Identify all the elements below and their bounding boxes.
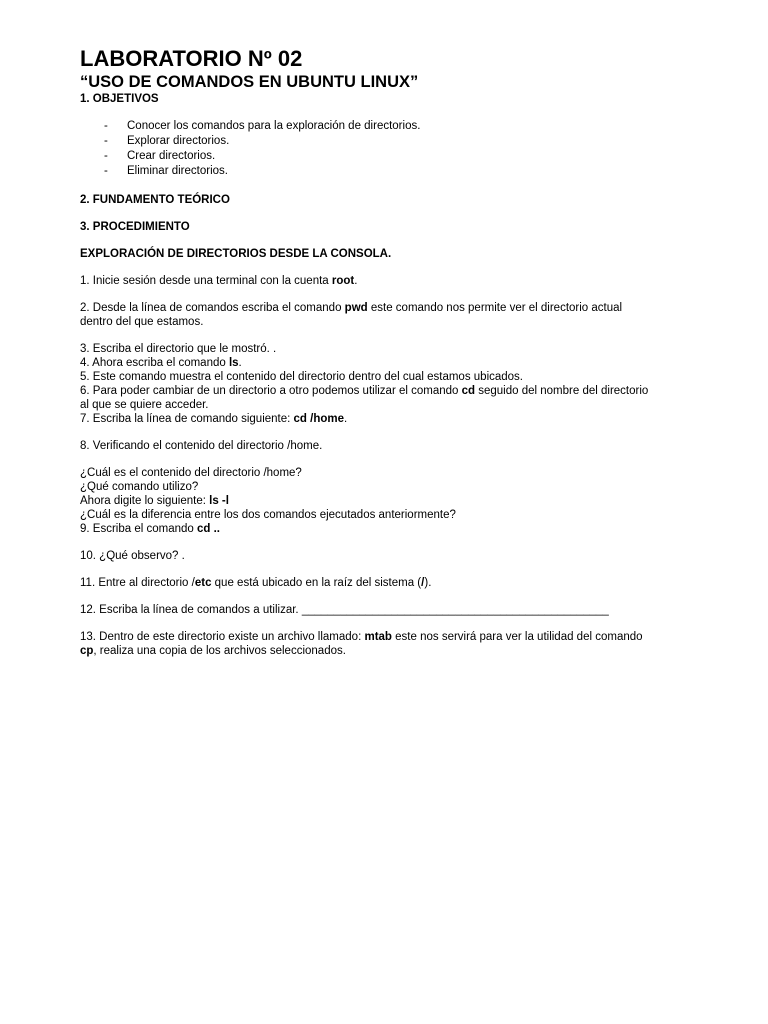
list-item: - Conocer los comandos para la exploración de directorios. xyxy=(104,120,421,132)
step-11: 11. Entre al directorio /etc que está ubicado en la raíz del sistema (/). xyxy=(80,577,432,589)
step-4: 4. Ahora escriba el comando ls. xyxy=(80,357,242,369)
step-8: 8. Verificando el contenido del directorio /home. xyxy=(80,440,323,452)
section-heading-fundamento: 2. FUNDAMENTO TEÓRICO xyxy=(80,194,230,206)
section-heading-exploracion: EXPLORACIÓN DE DIRECTORIOS DESDE LA CONSOLA. xyxy=(80,248,392,260)
list-item: - Eliminar directorios. xyxy=(104,165,228,177)
document-page xyxy=(80,46,720,658)
question-2: ¿Qué comando utilizo? xyxy=(80,481,199,493)
list-item: - Explorar directorios. xyxy=(104,135,230,147)
objetivos-list xyxy=(80,119,720,179)
step-9: 9. Escriba el comando cd .. xyxy=(80,523,220,535)
page-title: LABORATORIO Nº 02 xyxy=(80,46,303,71)
step-2: 2. Desde la línea de comandos escriba el comando pwd este comando nos permite ver el directorio actual dentro del que estamos. xyxy=(80,302,623,328)
step-10: 10. ¿Qué observo? . xyxy=(80,550,185,562)
question-1: ¿Cuál es el contenido del directorio /home? xyxy=(80,467,302,479)
step-1: 1. Inicie sesión desde una terminal con la cuenta root. xyxy=(80,275,358,287)
step-3: 3. Escriba el directorio que le mostró. . xyxy=(80,343,277,355)
section-heading-objetivos: 1. OBJETIVOS xyxy=(80,93,159,105)
list-item: - Crear directorios. xyxy=(104,150,216,162)
page-subtitle: “USO DE COMANDOS EN UBUNTU LINUX” xyxy=(80,73,419,91)
question-3: Ahora digite lo siguiente: ls -l xyxy=(80,495,229,507)
question-4: ¿Cuál es la diferencia entre los dos comandos ejecutados anteriormente? xyxy=(80,509,456,521)
step-13: 13. Dentro de este directorio existe un archivo llamado: mtab este nos servirá para ver la utilidad del comando cp, realiza una copia de los archivos seleccionados. xyxy=(80,631,643,657)
step-5: 5. Este comando muestra el contenido del directorio dentro del cual estamos ubicados. xyxy=(80,371,524,383)
step-7: 7. Escriba la línea de comando siguiente: cd /home. xyxy=(80,413,348,425)
step-6: 6. Para poder cambiar de un directorio a otro podemos utilizar el comando cd seguido del nombre del directorio al que se quiere acceder. xyxy=(80,385,649,411)
step-12: 12. Escriba la línea de comandos a utilizar. ________________________________________________ xyxy=(80,604,609,616)
section-heading-procedimiento: 3. PROCEDIMIENTO xyxy=(80,221,190,233)
